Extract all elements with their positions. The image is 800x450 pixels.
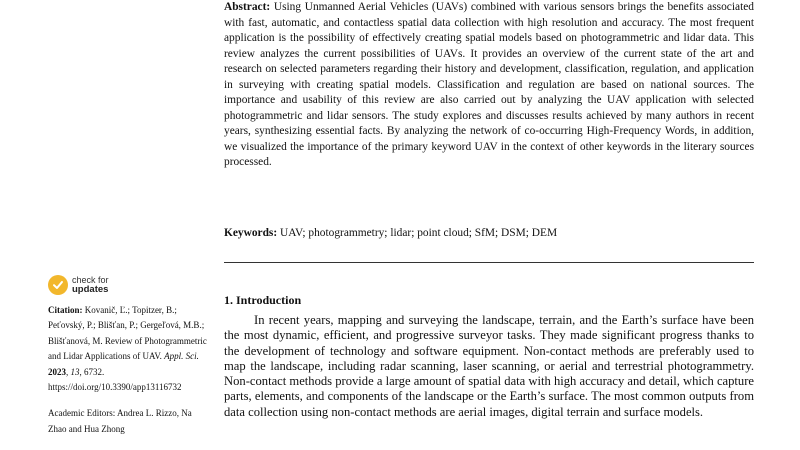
citation-volume: 13 <box>70 366 80 377</box>
check-badge-icon <box>48 275 68 295</box>
citation: Citation: Kovanič, Ľ.; Topitzer, B.; Peťovský, P.; Blišťan, P.; Gergeľová, M.B.; Blišťanová, M. Review of Photogrammetric and Lidar Applications of UAV. Appl. Sci. 2023, 13, 6732. https://doi.org/10.3390/app13116732 <box>48 305 207 393</box>
citation-journal: Appl. Sci. <box>164 351 199 362</box>
editors-names: Andrea L. Rizzo, Na Zhao and Hua Zhong <box>48 408 192 434</box>
check-for-label: check for <box>72 275 109 285</box>
updates-label: updates <box>72 284 109 295</box>
editors-label: Academic Editors: <box>48 408 116 419</box>
citation-label: Citation: <box>48 305 83 315</box>
keywords-text: UAV; photogrammetry; lidar; point cloud; SfM; DSM; DEM <box>280 227 558 239</box>
section-divider <box>224 262 754 263</box>
keywords-label: Keywords: <box>224 227 278 239</box>
check-for-updates-button[interactable] <box>48 273 109 297</box>
citation-doi[interactable]: , 6732. https://doi.org/10.3390/app13116732 <box>48 366 182 393</box>
keywords <box>224 226 754 242</box>
citation-authors: Kovanič, Ľ.; Topitzer, B.; Peťovský, P.; Blišťan, P.; Gergeľová, M.B.; Blišťanová, M. Review of Photogrammetric and Lidar Applications of UAV. <box>48 305 207 362</box>
academic-editors <box>48 406 208 437</box>
introduction-paragraph: In recent years, mapping and surveying the landscape, terrain, and the Earth’s surface have been the most dynamic, efficient, and progressive surveyor tasks. They made significant progress thanks to the development of technology and software equipment. Non-contact methods are preferably used to map the landscape, including radar scanning, laser scanning, or aerial and terrestrial photogrammetry. Non-contact methods provide a large amount of spatial data with high accuracy and detail, which capture parts, elements, and components of the landscape or the Earth’s surface. The most common outputs from data collection using non-contact methods are aerial images, digital terrain and surface models. <box>224 313 754 419</box>
abstract-text: Using Unmanned Aerial Vehicles (UAVs) combined with various sensors brings the benefits associated with fast, automatic, and contactless spatial data collection with high resolution and accuracy. The most frequent application is the possibility of effectively creating spatial models based on photogrammetric and lidar data. This review analyzes the current possibilities of UAVs. It provides an overview of the current state of the art and research on selected parameters regarding their history and development, classification, regulation, and application in surveying with creating spatial models. Classification and regulation are based on national sources. The importance and usability of this review are also carried out by analyzing the UAV application with selected photogrammetric and lidar sensors. The study explores and discusses results achieved by many authors in recent years, synthesizing essential facts. By analyzing the network of co-occurring High-Frequency Words, in addition, we visualized the importance of the primary keyword UAV in the context of other keywords in the literary sources processed. <box>224 1 754 168</box>
citation-year: 2023 <box>48 366 66 377</box>
section-heading: 1. Introduction <box>224 293 302 307</box>
article-sidebar <box>48 303 208 437</box>
abstract-label: Abstract: <box>224 1 271 13</box>
abstract <box>224 0 754 171</box>
